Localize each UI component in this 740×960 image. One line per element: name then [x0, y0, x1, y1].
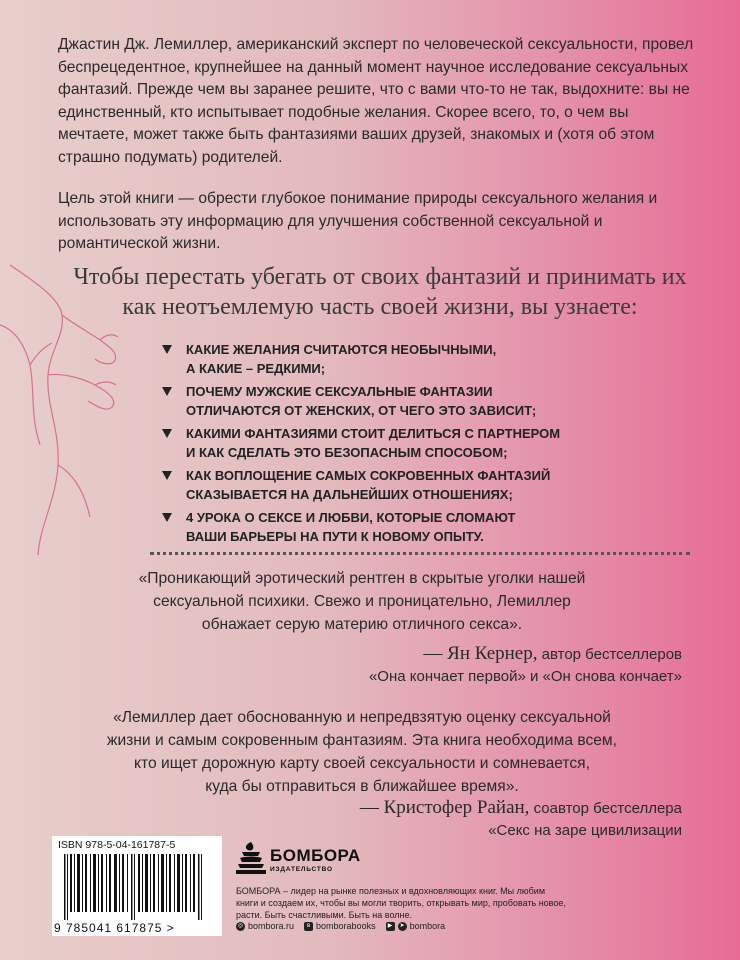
triangle-bullet-icon — [162, 429, 172, 438]
triangle-bullet-icon — [162, 387, 172, 396]
list-item: КАКИЕ ЖЕЛАНИЯ СЧИТАЮТСЯ НЕОБЫЧНЫМИ, А КАКИЕ – РЕДКИМИ; — [160, 340, 580, 378]
list-item: КАК ВОПЛОЩЕНИЕ САМЫХ СОКРОВЕННЫХ ФАНТАЗИЙ СКАЗЫВАЕТСЯ НА ДАЛЬНЕЙШИХ ОТНОШЕНИЯХ; — [160, 466, 580, 504]
feature-list — [160, 340, 580, 550]
website-link[interactable]: ◎ bombora.ru — [237, 921, 295, 931]
isbn-label: ISBN 978-5-04-161787-5 — [58, 839, 176, 851]
publisher-subtitle: ИЗДАТЕЛЬСТВО — [270, 866, 333, 873]
triangle-bullet-icon — [162, 345, 172, 354]
quote-2-attribution — [360, 797, 682, 842]
vk-link[interactable]: в bomborabooks — [304, 921, 376, 931]
list-item: ПОЧЕМУ МУЖСКИЕ СЕКСУАЛЬНЫЕ ФАНТАЗИИ ОТЛИЧАЮТСЯ ОТ ЖЕНСКИХ, ОТ ЧЕГО ЭТО ЗАВИСИТ; — [160, 382, 580, 420]
quote-1-attribution — [369, 643, 682, 688]
triangle-bullet-icon — [162, 471, 172, 480]
bombora-logo-icon — [236, 840, 266, 878]
social-links — [236, 921, 566, 931]
publisher-description: БОМБОРА – лидер на рынке полезных и вдохновляющих книг. Мы любим книги и создаем их, чтобы вы могли творить, открывать мир, пробовать новое, расти. Быть счастливыми. Быть на волне. — [236, 886, 566, 920]
quote-1-books: «Она кончает первой» и «Он снова кончает» — [368, 668, 682, 685]
globe-icon: ◎ — [237, 922, 244, 929]
barcode-digits: 9 785041 617875 > — [54, 921, 175, 935]
intro-paragraph-2: Цель этой книги — обрести глубокое понимание природы сексуального желания и использовать эту информацию для улучшения собственной сексуальной и романтической жизни. — [58, 190, 658, 252]
quote-1-author: — Ян Кернер, — [423, 643, 538, 664]
telegram-icon: ➤ — [399, 922, 405, 929]
barcode-bars — [60, 854, 214, 920]
quote-2-books: «Секс на заре цивилизации — [488, 822, 682, 839]
barcode — [52, 836, 222, 936]
publisher-logo — [236, 840, 366, 882]
review-quote-1: «Проникающий эротический рентген в скрытые уголки нашей сексуальной психики. Свежо и проницательно, Лемиллер обнажает серую материю отличного секса». — [138, 570, 586, 633]
quote-1-role: автор бестселлеров — [537, 646, 682, 663]
telegram-link[interactable]: ▶ ➤ bombora — [386, 921, 446, 931]
intro-text — [58, 34, 698, 275]
section-headline: Чтобы перестать убегать от своих фантазий и принимать их как неотъемлемую часть своей жизни, вы узнаете: — [73, 264, 687, 320]
quote-2-role: соавтор бестселлера — [529, 800, 682, 817]
dotted-divider — [150, 552, 690, 555]
intro-paragraph-1: Джастин Дж. Лемиллер, американский эксперт по человеческой сексуальности, провел беспрецедентное, крупнейшее на данный момент научное исследование сексуальных фантазий. Прежде чем вы заранее решите, что с вами что-то не так, выдохните: вы не единственный, кто испытывает подобные желания. Скорее всего, то, о чем вы мечтаете, может также быть фантазиями ваших друзей, знакомых и (хотя об этом страшно подумать) родителей. — [58, 36, 694, 166]
list-item: 4 УРОКА О СЕКСЕ И ЛЮБВИ, КОТОРЫЕ СЛОМАЮТ ВАШИ БАРЬЕРЫ НА ПУТИ К НОВОМУ ОПЫТУ. — [160, 508, 580, 546]
publisher-name: БОМБОРА — [270, 846, 361, 865]
list-item: КАКИМИ ФАНТАЗИЯМИ СТОИТ ДЕЛИТЬСЯ С ПАРТНЕРОМ И КАК СДЕЛАТЬ ЭТО БЕЗОПАСНЫМ СПОСОБОМ; — [160, 424, 580, 462]
vk-icon: в — [304, 922, 313, 931]
review-quote-2: «Лемиллер дает обоснованную и непредвзятую оценку сексуальной жизни и самым сокровенным фантазиям. Эта книга необходима всем, кто ищет дорожную карту своей сексуальности и сомневается, куда бы отправиться в ближайшее время». — [107, 709, 617, 795]
quote-2-author: — Кристофер Райан, — [359, 797, 530, 818]
triangle-bullet-icon — [162, 513, 172, 522]
youtube-icon: ▶ — [386, 922, 395, 931]
